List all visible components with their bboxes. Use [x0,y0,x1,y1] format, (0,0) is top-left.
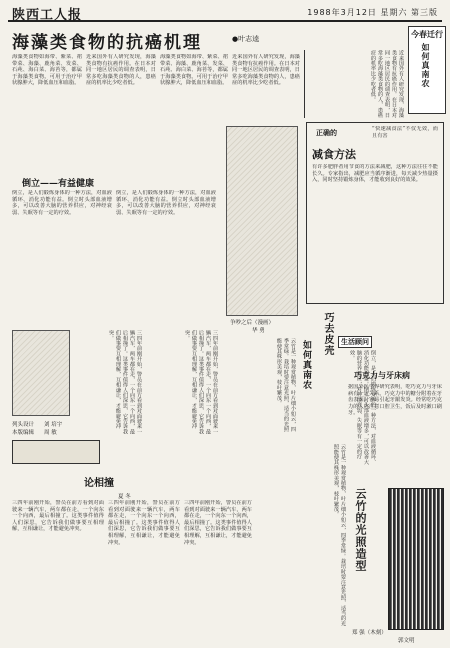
comic-author: 华 勇 [252,328,265,334]
chocolate-article: 据国外医学界研究表明，吃巧克力与牙床病有一定关系。巧克力中的糖分附着在牙齿表面，容易引起牙龈发炎。经常吃巧克力的人应注意口腔卫生，饭后及时漱口刷牙。 [348,384,442,417]
woodcut-caption: 郑 强（木刻） [352,630,387,636]
weight-loss-headline: 减食方法 [312,148,356,161]
life-advice-badge: 生活顾问 [338,336,372,348]
column-illustration [12,330,70,416]
short-story-col1: 三四年前刚开始，警员在前方看到对面驶来一辆汽车，两车都在走，一个向东一个向西，最后相撞了。这类事件值得人们深思，它告诉我们做事要互相理解，互相谦让，才能避免冲突。 [108,330,142,434]
weight-loss-subtitle: “快速减食法”不仅无效，而且有害 [372,126,438,139]
bamboo-side-title: 如何真南农 [301,340,311,390]
essay-author: 夏 冬 [118,494,131,500]
inversion-article-col1: 倒立，是人们锻炼身体的一种方法，对血液循环、消化功能有益。倒立时头部血液增多，可以改善大脑的营养供应，对神经衰弱、失眠等有一定的疗效。 [12,190,112,216]
right-top-box [408,26,446,114]
comic-title: 争吵之后（漫画） [230,320,275,326]
kiwi-headline: 巧去皮壳 [322,312,333,356]
wrong-method-label: 正确的 [316,129,337,137]
essay-col1: 三四年前刚开始，警员在前方看到对面驶来一辆汽车，两车都在走，一个向东一个向西，最后相撞了。这类事件值得人们深思，它告诉我们做事要互相理解，互相谦让，才能避免冲突。 [12,500,104,533]
algae-article-col4: 近来国外有人研究发现，海藻类食物有抗癌作用。在日本对同一地区居民的调查表明，日常多吃海藻类食物的人，患癌症的机率比少吃者低。 [232,54,300,87]
column-divider [304,50,305,118]
bamboo-headline: 云竹的光照造型 [354,488,367,572]
algae-article-col2: 近来国外有人研究发现，海藻类食物有抗癌作用。在日本对同一地区居民的调查表明，日常多吃海藻类食物的人，患癌症的机率比少吃者低。 [86,54,156,87]
kiwi-article: 倒立，是人们锻炼身体的一种方法，对血液循环、消化功能有益。倒立时头部血液增多，可以改善大脑的营养供应，对神经衰弱、失眠等有一定的疗效。 [349,350,376,465]
short-story-col2: 三四年前刚开始，警员在前方看到对面驶来一辆汽车，两车都在走，一个向东一个向西，最后相撞了。这类事件值得人们深思，它告诉我们做事要互相理解，互相谦让，才能避免冲突。 [184,330,218,434]
inversion-headline: 倒立——有益健康 [22,179,95,189]
newspaper-logo: 陕西工人报 [12,8,83,23]
bamboo-article: 云竹是一种观赏植物，叶片细小如云，四季常绿。栽培时要注意光照，适当的光照能使其株形美观，枝叶繁茂。 [333,444,346,626]
algae-article-col1: 海藻类食物如海带、紫菜、裙带菜、海藻、鹿角菜、发菜、石莼、海白菜、海苔等，都属于海藻类食物。可用于治疗甲状腺肿大，降低血压和血脂。 [12,54,82,87]
inversion-article-col2: 倒立，是人们锻炼身体的一种方法，对血液循环、消化功能有益。倒立时头部血液增多，可以改善大脑的营养供应，对神经衰弱、失眠等有一定的疗效。 [116,190,216,216]
bamboo-woodcut-image [388,488,444,630]
algae-article-col3: 海藻类食物如海带、紫菜、裙带菜、海藻、鹿角菜、发菜、石莼、海白菜、海苔等，都属于海藻类食物。可用于治疗甲状腺肿大，降低血压和血脂。 [160,54,228,87]
main-byline: ●叶志逵 [232,35,260,43]
column-editor-label: 本版编辑 [12,430,35,436]
masthead [8,4,442,22]
column-editor-name: 周 敏 [44,430,57,436]
weight-loss-body: 有许多肥胖者用节食的方法来减肥，这种方法往往不能长久。专家指出，减肥应当循序渐进，每天减少热量摄入，同时坚持锻炼身体，才能收到良好的效果。 [312,164,438,184]
column-label: 列头设计 [12,422,35,428]
essay-col3: 三四年前刚开始，警员在前方看到对面驶来一辆汽车，两车都在走，一个向东一个向西，最后相撞了。这类事件值得人们深思，它告诉我们做事要互相理解，互相谦让，才能避免冲突。 [184,500,252,546]
right-top-title: 今春迁行 [411,29,443,39]
short-story-col3: 云竹是一种观赏植物，叶片细小如云，四季常绿。栽培时要注意光照，适当的光照能使其株形美观，枝叶繁茂。 [276,338,296,432]
dateline: 1988年3月12日 星期六 第三版 [307,8,438,17]
column-editor: 刘 培宇 [44,422,63,428]
essay-column-banner [12,440,100,464]
cartoon-illustration [226,126,298,316]
essay-headline: 论相撞 [84,478,114,489]
right-top-subtitle: 如何真南农 [421,43,431,88]
main-headline: 海藻类食物的抗癌机理 [12,33,202,53]
essay-col2: 三四年前刚开始，警员在前方看到对面驶来一辆汽车，两车都在走，一个向东一个向西，最后相撞了。这类事件值得人们深思，它告诉我们做事要互相理解，互相谦让，才能避免冲突。 [108,500,180,546]
chocolate-headline: 巧克力与牙床病 [354,370,410,380]
vertical-news-block: 近来国外有人研究发现，海藻类食物有抗癌作用。在日本对同一地区居民的调查表明，日常多吃海藻类食物的人，患癌症的机率比少吃者低。 [370,50,404,118]
woodcut-author: 郭文明 [398,638,415,644]
